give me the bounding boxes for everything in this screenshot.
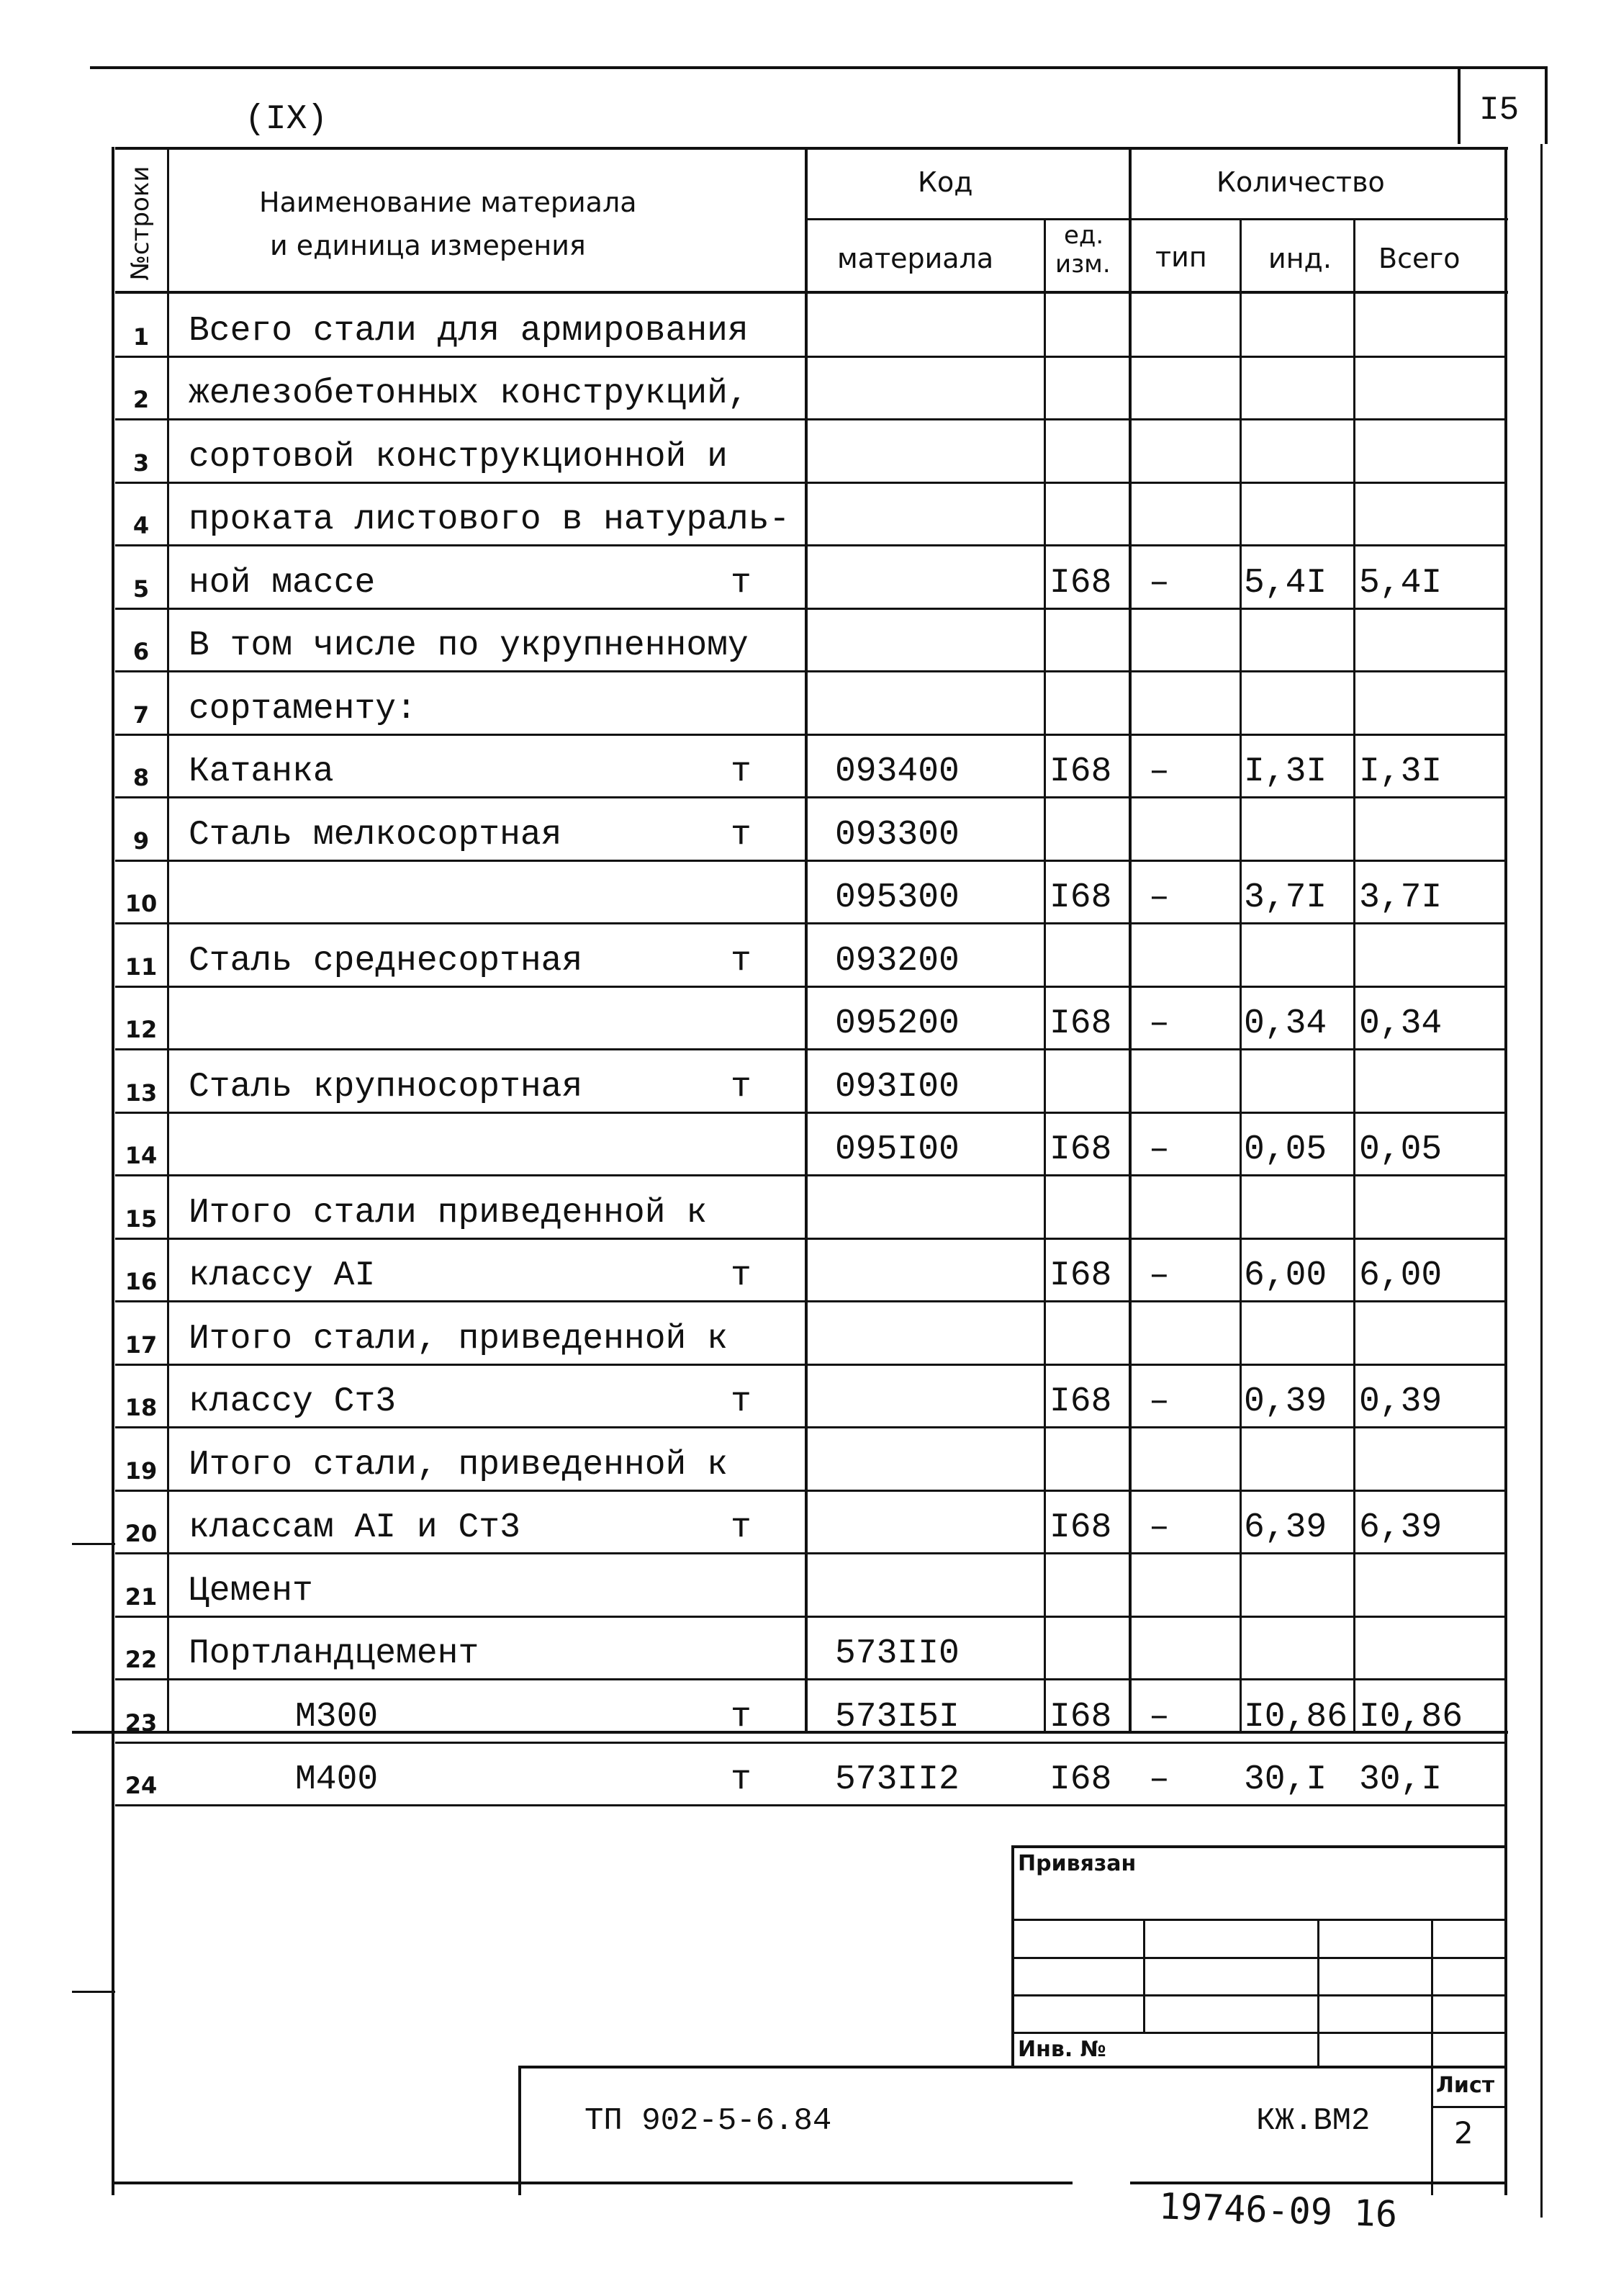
table-row xyxy=(0,1176,1616,1239)
name-header-line1: Наименование материала xyxy=(259,186,637,218)
top-border-line xyxy=(90,66,1548,69)
cell-ind: 0,39 xyxy=(1244,1382,1327,1421)
cell-ind: 0,05 xyxy=(1244,1130,1327,1169)
cell-type: – xyxy=(1149,878,1170,917)
cell-n: 6 xyxy=(132,638,150,665)
cell-name: Итого стали, приведенной к xyxy=(189,1445,728,1485)
cell-total: 6,39 xyxy=(1359,1508,1443,1547)
table-row xyxy=(0,924,1616,987)
cell-code: 093200 xyxy=(835,941,960,981)
cell-unit: т xyxy=(731,752,751,791)
table-row xyxy=(0,1743,1616,1806)
qty-total-header: Всего xyxy=(1378,243,1461,274)
cell-n: 2 xyxy=(132,386,150,413)
cell-type: – xyxy=(1149,1130,1170,1169)
bound-label: Привязан xyxy=(1018,1851,1137,1876)
cell-n: 18 xyxy=(125,1394,158,1421)
cell-n: 20 xyxy=(125,1520,158,1547)
cell-type: – xyxy=(1149,1760,1170,1799)
table-row xyxy=(0,357,1616,420)
cell-ind: I0,86 xyxy=(1244,1697,1348,1737)
cell-total: 6,00 xyxy=(1359,1256,1443,1295)
cell-n: 17 xyxy=(125,1331,158,1359)
table-row xyxy=(0,483,1616,546)
cell-name: Итого стали, приведенной к xyxy=(189,1319,728,1359)
cell-n: 5 xyxy=(132,575,150,603)
cell-ind: I,3I xyxy=(1244,752,1327,791)
cell-n: 14 xyxy=(125,1142,158,1169)
cell-name: классу АI xyxy=(189,1256,376,1295)
cell-total: 3,7I xyxy=(1359,878,1443,917)
cell-total: I0,86 xyxy=(1359,1697,1463,1737)
cell-n: 19 xyxy=(125,1457,158,1485)
table-row xyxy=(0,1617,1616,1680)
table-row xyxy=(0,1113,1616,1176)
cell-ind: 3,7I xyxy=(1244,878,1327,917)
cell-name: Портландцемент xyxy=(189,1634,479,1673)
name-header-line2: и единица измерения xyxy=(270,230,586,261)
cell-total: 30,I xyxy=(1359,1760,1443,1799)
cell-unit: т xyxy=(731,1508,751,1547)
cell-code: 573II0 xyxy=(835,1634,960,1673)
cell-meas: I68 xyxy=(1050,1760,1112,1799)
cell-unit: т xyxy=(731,563,751,603)
cell-n: 4 xyxy=(132,512,150,539)
unit-header-line2: изм. xyxy=(1055,250,1111,279)
cell-meas: I68 xyxy=(1050,563,1112,603)
cell-meas: I68 xyxy=(1050,752,1112,791)
cell-name: Сталь среднесортная xyxy=(189,941,583,981)
cell-unit: т xyxy=(731,1697,751,1737)
sheet-label: Лист xyxy=(1436,2073,1495,2098)
cell-code: 573I5I xyxy=(835,1697,960,1737)
cell-total: 0,34 xyxy=(1359,1004,1443,1043)
cell-n: 11 xyxy=(125,953,158,981)
cell-n: 13 xyxy=(125,1079,158,1107)
table-row xyxy=(0,1680,1616,1743)
page-number: I5 xyxy=(1479,91,1520,129)
cell-type: – xyxy=(1149,1697,1170,1737)
cell-unit: т xyxy=(731,941,751,981)
cell-name: классу Ст3 xyxy=(189,1382,397,1421)
cell-name: сортаменту: xyxy=(189,689,417,729)
cell-type: – xyxy=(1149,1004,1170,1043)
cell-total: I,3I xyxy=(1359,752,1443,791)
cell-n: 10 xyxy=(125,890,158,917)
cell-n: 1 xyxy=(132,323,150,351)
qty-ind-header: инд. xyxy=(1268,243,1332,274)
cell-n: 23 xyxy=(125,1709,158,1737)
cell-code: 573II2 xyxy=(835,1760,960,1799)
cell-type: – xyxy=(1149,752,1170,791)
cell-n: 7 xyxy=(132,701,150,729)
cell-n: 12 xyxy=(125,1016,158,1043)
table-row xyxy=(0,1428,1616,1491)
cell-name: железобетонных конструкций, xyxy=(189,374,749,413)
cell-n: 8 xyxy=(132,764,150,791)
qty-type-header: тип xyxy=(1155,241,1207,273)
cell-meas: I68 xyxy=(1050,1697,1112,1737)
section-code: (IX) xyxy=(245,100,328,139)
cell-unit: т xyxy=(731,1760,751,1799)
cell-name: сортовой конструкционной и xyxy=(189,437,728,477)
table-row xyxy=(0,1365,1616,1428)
table-top-line xyxy=(115,147,1508,150)
cell-meas: I68 xyxy=(1050,1382,1112,1421)
table-row xyxy=(0,735,1616,798)
cell-n: 22 xyxy=(125,1646,158,1673)
code-header: Код xyxy=(918,166,973,198)
unit-header-line1: ед. xyxy=(1064,221,1104,250)
cell-code: 095I00 xyxy=(835,1130,960,1169)
cell-meas: I68 xyxy=(1050,1004,1112,1043)
cell-name: Всего стали для армирования xyxy=(189,311,749,351)
cell-name: классам АI и Ст3 xyxy=(189,1508,520,1547)
quantity-header: Количество xyxy=(1216,166,1385,198)
cell-n: 15 xyxy=(125,1205,158,1233)
cell-total: 0,39 xyxy=(1359,1382,1443,1421)
cell-name: М400 xyxy=(295,1760,379,1799)
cell-n: 9 xyxy=(132,827,150,855)
cell-name: ной массе xyxy=(189,563,376,603)
handwritten-number: 19746-09 16 xyxy=(1158,2185,1399,2236)
cell-name: Итого стали приведенной к xyxy=(189,1193,708,1233)
margin-tick xyxy=(72,1991,115,1993)
cell-unit: т xyxy=(731,1067,751,1107)
cell-meas: I68 xyxy=(1050,1508,1112,1547)
cell-name: М300 xyxy=(295,1697,379,1737)
header-mid-line xyxy=(806,218,1508,220)
sheet-number: 2 xyxy=(1454,2115,1473,2151)
table-row xyxy=(0,798,1616,861)
cell-name: Сталь крупносортная xyxy=(189,1067,583,1107)
cell-type: – xyxy=(1149,1508,1170,1547)
table-row xyxy=(0,861,1616,924)
doc-code: КЖ.ВМ2 xyxy=(1256,2103,1371,2139)
table-row xyxy=(0,294,1616,357)
cell-meas: I68 xyxy=(1050,878,1112,917)
table-row xyxy=(0,672,1616,735)
cell-name: Сталь мелкосортная xyxy=(189,815,562,855)
table-row xyxy=(0,987,1616,1050)
table-row xyxy=(0,609,1616,672)
cell-total: 0,05 xyxy=(1359,1130,1443,1169)
cell-type: – xyxy=(1149,563,1170,603)
cell-n: 16 xyxy=(125,1268,158,1295)
cell-unit: т xyxy=(731,1256,751,1295)
cell-code: 095300 xyxy=(835,878,960,917)
cell-code: 093I00 xyxy=(835,1067,960,1107)
table-row xyxy=(0,420,1616,483)
cell-unit: т xyxy=(731,815,751,855)
cell-meas: I68 xyxy=(1050,1256,1112,1295)
table-row xyxy=(0,1239,1616,1302)
cell-name: Катанка xyxy=(189,752,334,791)
cell-n: 24 xyxy=(125,1772,158,1799)
row-number-header: №строки xyxy=(126,166,155,281)
project-code: ТП 902-5-6.84 xyxy=(584,2103,832,2139)
table-row xyxy=(0,1554,1616,1617)
cell-name: проката листового в натураль- xyxy=(189,500,790,539)
table-row xyxy=(0,1050,1616,1113)
cell-n: 3 xyxy=(132,449,150,477)
cell-code: 095200 xyxy=(835,1004,960,1043)
cell-code: 093300 xyxy=(835,815,960,855)
cell-unit: т xyxy=(731,1382,751,1421)
inv-label: Инв. № xyxy=(1018,2037,1106,2062)
table-row xyxy=(0,1491,1616,1554)
cell-name: В том числе по укрупненному xyxy=(189,626,749,665)
cell-ind: 30,I xyxy=(1244,1760,1327,1799)
cell-ind: 0,34 xyxy=(1244,1004,1327,1043)
table-row xyxy=(0,1302,1616,1365)
cell-ind: 6,00 xyxy=(1244,1256,1327,1295)
code-material-header: материала xyxy=(837,243,994,274)
cell-meas: I68 xyxy=(1050,1130,1112,1169)
cell-n: 21 xyxy=(125,1583,158,1611)
cell-type: – xyxy=(1149,1382,1170,1421)
row-separator xyxy=(115,1804,1504,1806)
cell-name: Цемент xyxy=(189,1571,313,1611)
cell-total: 5,4I xyxy=(1359,563,1443,603)
cell-type: – xyxy=(1149,1256,1170,1295)
cell-ind: 5,4I xyxy=(1244,563,1327,603)
table-row xyxy=(0,546,1616,609)
cell-code: 093400 xyxy=(835,752,960,791)
cell-ind: 6,39 xyxy=(1244,1508,1327,1547)
